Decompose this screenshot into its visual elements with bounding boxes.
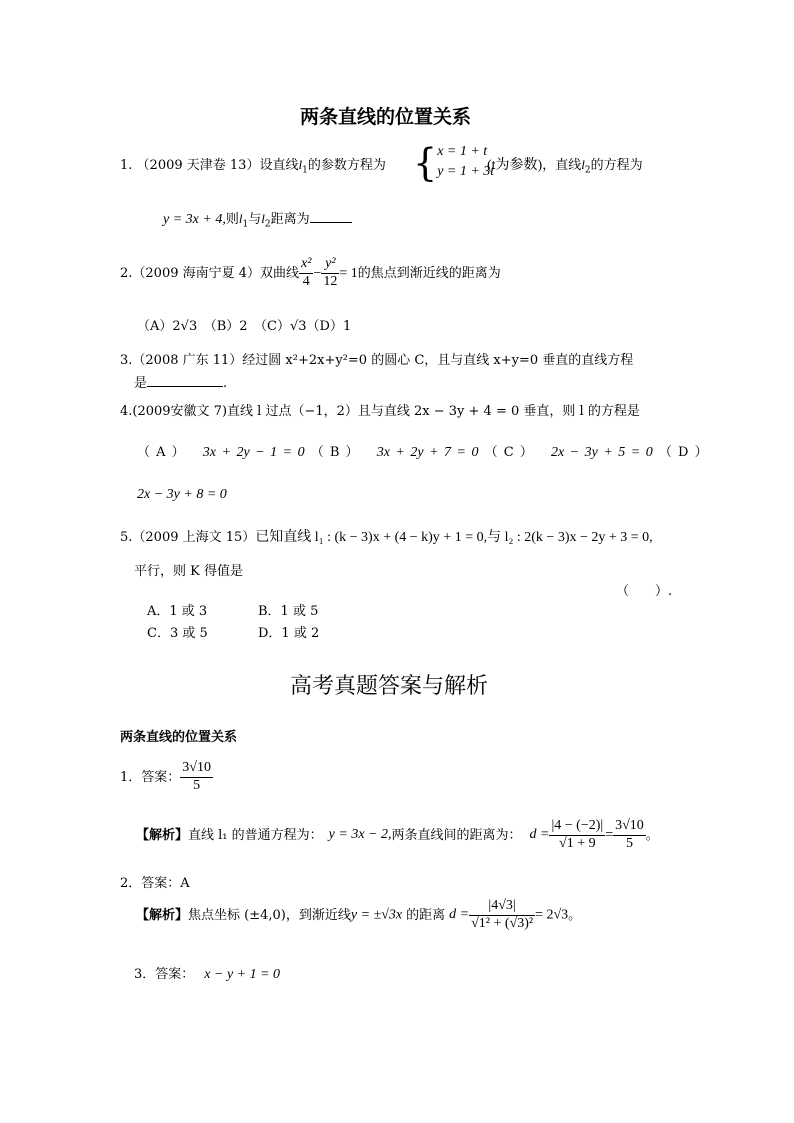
q4-opt-a-label: （ A ） [137, 445, 185, 460]
a1-d-den: √1 + 9 [559, 835, 596, 851]
q2-frac2-num: y² [321, 256, 339, 274]
q1-eq-bottom: y = 1 + 3t [437, 164, 495, 180]
q4-opt-b-label: （ B ） [310, 445, 359, 460]
q1-param-system [413, 142, 494, 183]
q5-opt-b: B．1 或 5 [258, 604, 319, 619]
left-brace-icon: { [413, 140, 438, 185]
q1-line2 [163, 212, 352, 230]
q5-opt-c: C．3 或 5 [147, 626, 208, 641]
q4-options-row1 [137, 446, 708, 460]
q2-number: 2. [120, 265, 133, 281]
a1-analysis-a: 直线 l₁ 的普通方程为： [188, 827, 323, 843]
q4-opt-d: 2x − 3y + 8 = 0 [137, 487, 227, 502]
answer-1 [120, 760, 213, 795]
a1-res-num: 3√10 [613, 818, 646, 836]
q2-text-a: 双曲线 [260, 265, 300, 281]
a1-eq: y = 3x − 2, [328, 827, 392, 843]
a1-analysis-tag: 【解析】 [136, 827, 189, 843]
q5-opt-a: A．1 或 3 [147, 604, 208, 619]
question-5 [120, 531, 653, 545]
q1-var-l: l [298, 157, 303, 172]
q2-options: （A）2√3 （B）2 （C）√3（D）1 [137, 319, 352, 334]
q1-text-d: 的方程为 [590, 158, 643, 173]
a2-analysis [136, 898, 581, 933]
q5-source: （2009 上海文 15） [132, 530, 256, 545]
a1-analysis-b: 两条直线间的距离为： [391, 827, 522, 843]
q3-text-a: （2008 广东 11）经过圆 x²+2x+y²=0 的圆心 C，且与直线 x+y=0 垂直的直线方程 [132, 353, 634, 368]
question-2 [120, 256, 501, 291]
q1-var-l2: l [581, 157, 585, 172]
q2-text-b: 的焦点到渐近线的距离为 [357, 265, 501, 281]
a3-eq: x − y + 1 = 0 [204, 967, 281, 982]
q1-eq-top: x = 1 + t [437, 144, 488, 159]
a2-asym: y = ±√3x [350, 907, 403, 923]
a1-d-eq: d = [529, 827, 550, 843]
q2-frac2-den: 12 [323, 273, 338, 289]
q1-var-l3: l [238, 211, 243, 226]
answer-3 [134, 968, 280, 982]
a2-analysis-b: 的距离 [406, 907, 446, 923]
q4-opt-b: 3x + 2y + 7 = 0 [376, 445, 479, 460]
q1-text-c: ，直线 [542, 158, 582, 173]
question-3 [120, 354, 633, 367]
answers-subtitle: 两条直线的位置关系 [120, 730, 238, 745]
q1-text-right [487, 158, 643, 176]
a1-frac-num: 3√10 [180, 760, 213, 778]
a1-frac-den: 5 [193, 777, 201, 793]
q3-end: . [223, 376, 228, 391]
q2-frac1-num: x² [299, 256, 313, 274]
a2-analysis-tag: 【解析】 [136, 907, 189, 923]
q1-line2-and: 与 [248, 212, 262, 227]
q3-answer-blank [147, 386, 223, 387]
q4-opt-c-label: （ C ） [484, 445, 533, 460]
a2-d-num: |4√3| [469, 898, 535, 916]
q1-var-l4: l [261, 211, 265, 226]
q1-source: （2009 天津卷 13） [136, 158, 260, 173]
q5-paren: （ ）. [616, 584, 673, 599]
q5-text-a: 已知直线 l₁ : (k − 3)x + (4 − k)y + 1 = 0,与 l₂ : 2(k − 3)x − 2y + 3 = 0, [255, 530, 653, 545]
q1-answer-blank [310, 222, 352, 223]
q5-text-b: 平行，则 K 得值是 [134, 564, 243, 579]
a2-d-den: √1² + (√3)² [471, 915, 534, 931]
question-4 [120, 405, 640, 418]
q1-text-a: 设直线 [259, 158, 299, 173]
a2-d-eq: d = [449, 907, 470, 923]
q4-opt-d-label: （ D ） [658, 445, 708, 460]
a1-analysis [136, 818, 659, 853]
q1-number: 1. [120, 158, 133, 173]
a1-d-num: |4 − (−2)| [549, 818, 605, 836]
answer-2: 2．答案：A [120, 876, 190, 891]
q1-sub1: 1 [302, 165, 308, 176]
question-1 [120, 158, 386, 176]
a2-analysis-a: 焦点坐标 (±4,0)，到渐近线 [188, 907, 351, 923]
q1-sub1b: 1 [242, 219, 249, 230]
q2-frac1 [299, 256, 313, 291]
q1-text-b: 的参数方程为 [307, 158, 386, 173]
q3-line2 [134, 377, 227, 390]
q2-source: （2009 海南宁夏 4） [132, 265, 261, 281]
q3-text-b: 是 [134, 376, 148, 391]
a2-d-frac [469, 898, 535, 933]
a2-result: = 2√3 [535, 907, 569, 923]
q4-opt-c: 2x − 3y + 5 = 0 [550, 445, 653, 460]
q1-param-note: (t为参数) [487, 158, 543, 173]
q4-opt-a: 3x + 2y − 1 = 0 [202, 445, 305, 460]
q2-minus: − [313, 265, 322, 281]
q4-number: 4. [120, 404, 133, 419]
q1-sub2: 2 [584, 165, 591, 176]
a1-eq2: = [605, 827, 614, 843]
answers-title: 高考真题答案与解析 [290, 674, 489, 699]
q4-text: (2009安徽文 7)直线 l 过点（−1，2）且与直线 2x − 3y + 4 = 0 垂直，则 l 的方程是 [132, 404, 640, 419]
q2-frac2 [321, 256, 339, 291]
q2-frac1-den: 4 [302, 273, 310, 289]
q1-line2-eq: y = 3x + 4, [163, 212, 226, 227]
a1-d-frac [549, 818, 605, 853]
q2-eq-one: = 1 [339, 265, 358, 281]
a3-label: 3．答案： [134, 967, 195, 982]
q1-line2-then: 则 [225, 212, 239, 227]
a1-label: 1．答案： [120, 769, 181, 785]
q1-sub2b: 2 [264, 219, 271, 230]
q5-number: 5. [120, 530, 133, 545]
q5-opt-d: D．1 或 2 [258, 626, 320, 641]
a1-frac [180, 760, 213, 795]
q1-line2-end: 距离为 [270, 212, 310, 227]
a2-end: 。 [568, 907, 582, 923]
a1-res-frac [613, 818, 646, 853]
q3-number: 3. [120, 353, 133, 368]
page-title: 两条直线的位置关系 [300, 106, 472, 128]
a1-res-den: 5 [625, 835, 633, 851]
a1-end: 。 [645, 827, 659, 843]
